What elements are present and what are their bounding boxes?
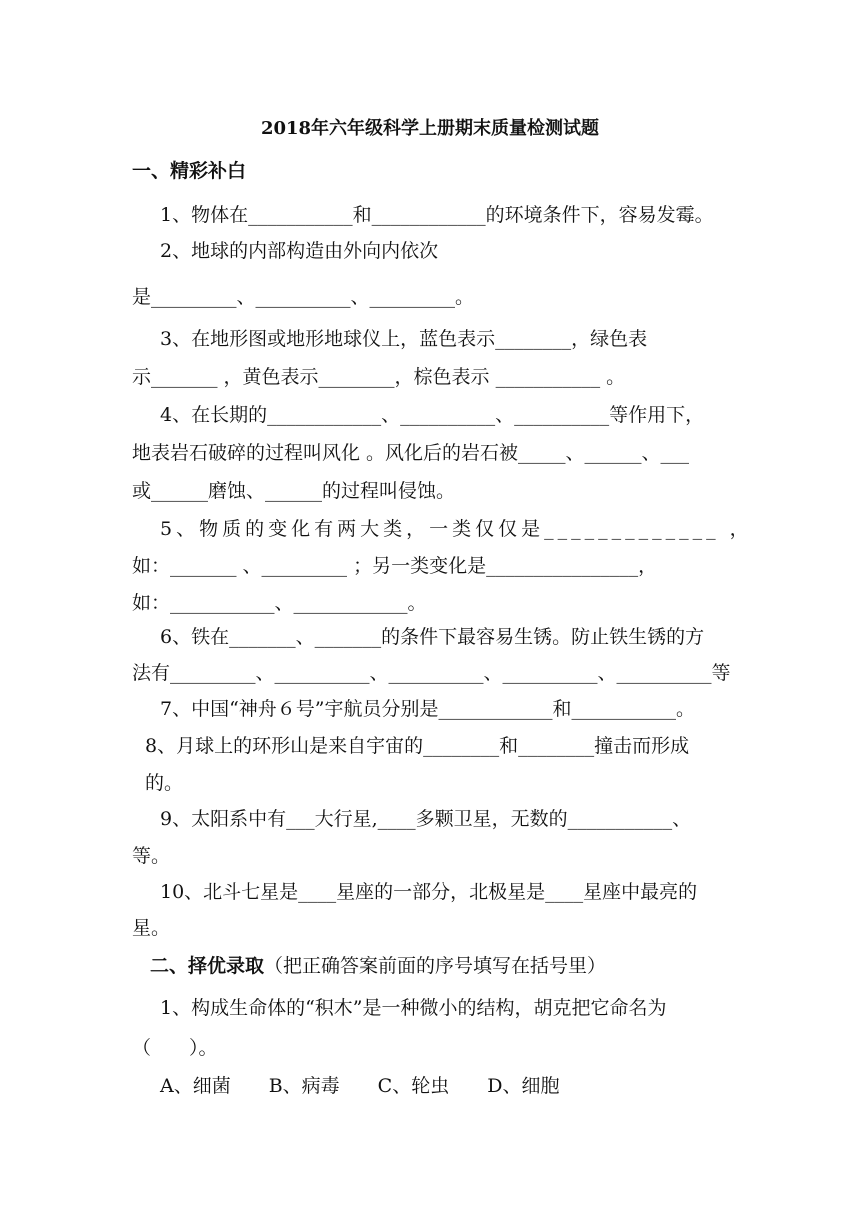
question-2-line-2: 是_________、__________、_________。 [132, 286, 475, 308]
question-4-line-1: 4、在长期的____________、__________、__________等作用下， [160, 404, 705, 426]
mc-question-1-options: A、细菌 B、病毒 C、轮虫 D、细胞 [160, 1075, 560, 1097]
question-2-line-1: 2、地球的内部构造由外向内依次 [160, 240, 439, 262]
section-2-note: （把正确答案前面的序号填写在括号里） [264, 955, 607, 977]
question-8-line-1: 8、月球上的环形山是来自宇宙的________和________撞击而形成 [145, 735, 690, 757]
mc-question-1-line-2: （ ）。 [132, 1037, 218, 1059]
question-8-line-2: 的。 [145, 772, 184, 794]
question-10-line-1: 10、北斗七星是____星座的一部分，北极星是____星座中最亮的 [160, 881, 698, 903]
page-title: 2018年六年级科学上册期末质量检测试题 [260, 118, 600, 139]
section-2-heading: 二、择优录取 [150, 955, 265, 977]
mc-question-1-line-1: 1、构成生命体的“积木”是一种微小的结构，胡克把它命名为 [160, 997, 667, 1019]
section-1-heading: 一、精彩补白 [132, 160, 247, 182]
question-3-line-2: 示_______ ，黄色表示________，棕色表示 ___________ 。 [132, 366, 626, 388]
question-3-line-1: 3、在地形图或地形地球仪上，蓝色表示________，绿色表 [160, 328, 648, 350]
question-6-line-2: 法有_________、__________、__________、__________、__________等 [132, 662, 731, 684]
question-6-line-1: 6、铁在_______、_______的条件下最容易生锈。防止铁生锈的方 [160, 626, 705, 648]
section-2-header [150, 953, 606, 979]
question-9-line-2: 等。 [132, 845, 171, 867]
question-5-line-1: 5、物质的变化有两大类，一类仅仅是_____________ ， [160, 518, 753, 540]
question-1: 1、物体在___________和____________的环境条件下，容易发霉。 [160, 204, 714, 226]
question-5-line-3: 如：___________、____________。 [132, 592, 427, 614]
question-5-line-2: 如：_______ 、_________ ；另一类变化是________________， [132, 555, 658, 577]
question-9-line-1: 9、太阳系中有___大行星,____多颗卫星，无数的___________、 [160, 808, 692, 830]
question-10-line-2: 星。 [132, 917, 171, 939]
question-4-line-3: 或______磨蚀、______的过程叫侵蚀。 [132, 480, 456, 502]
question-4-line-2: 地表岩石破碎的过程叫风化 。风化后的岩石被_____、______、___ [132, 442, 690, 464]
question-7: 7、中国“神舟６号”宇航员分别是____________和___________。 [160, 698, 696, 720]
